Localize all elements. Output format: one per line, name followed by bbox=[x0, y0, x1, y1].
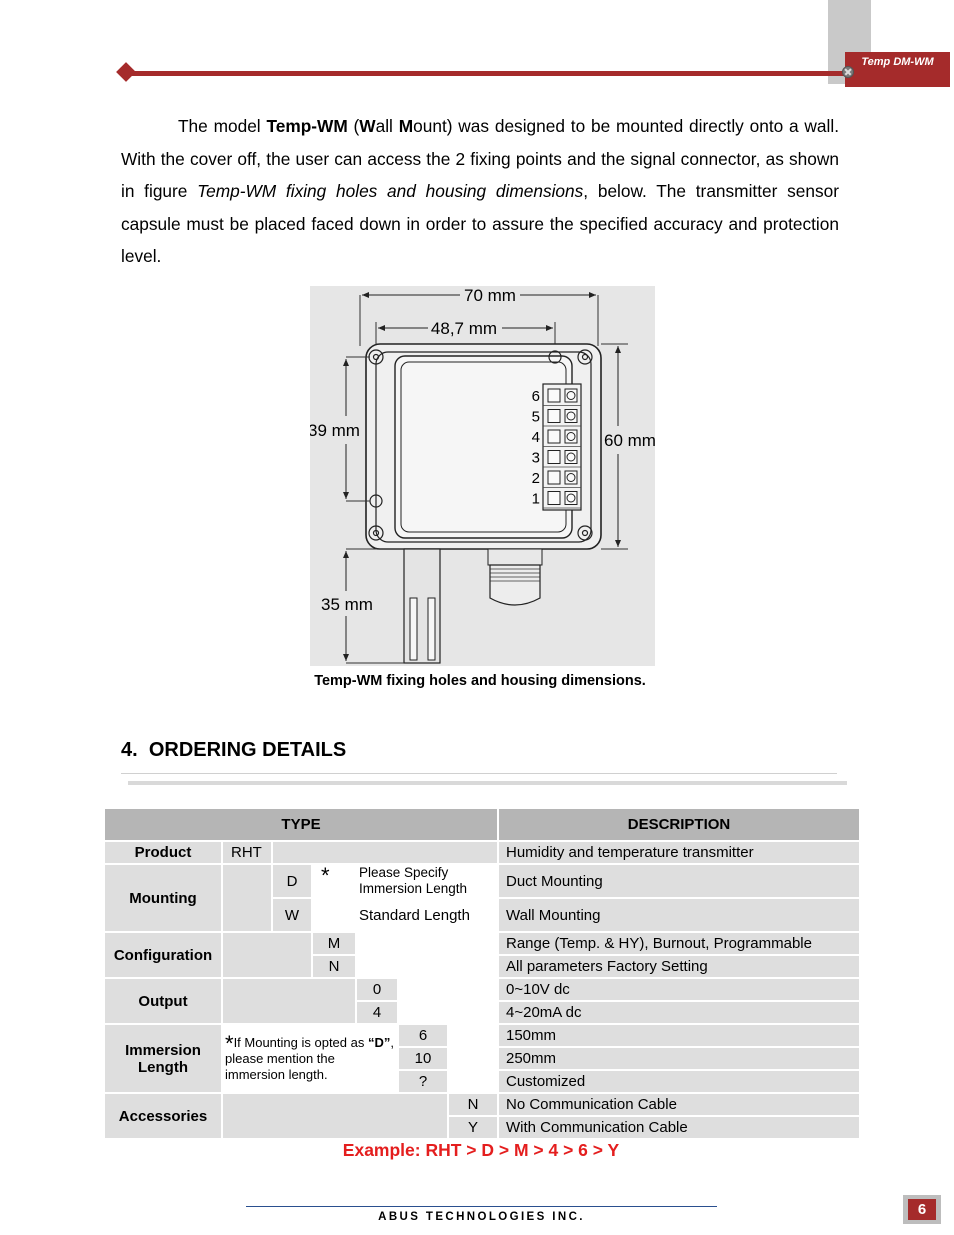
dim-width-label: 70 mm bbox=[464, 286, 516, 305]
header-badge: Temp DM-WM bbox=[845, 52, 950, 87]
code-cell: 6 bbox=[398, 1024, 448, 1047]
row-label-accessories: Accessories bbox=[104, 1093, 222, 1139]
section-rule-shadow bbox=[128, 781, 847, 785]
empty-cell bbox=[312, 898, 356, 932]
note-text: , please mention the immersion length. bbox=[225, 1034, 394, 1082]
desc-cell: Customized bbox=[498, 1070, 860, 1093]
section-heading bbox=[121, 739, 346, 762]
empty-cell bbox=[222, 932, 312, 978]
row-label-configuration: Configuration bbox=[104, 932, 222, 978]
table-row bbox=[104, 841, 860, 864]
code-cell: N bbox=[312, 955, 356, 978]
code-cell: Y bbox=[448, 1116, 498, 1139]
terminal-slot bbox=[548, 471, 560, 484]
empty-cell bbox=[448, 1024, 498, 1093]
immersion-note bbox=[222, 1024, 398, 1093]
intro-text: all bbox=[375, 116, 399, 136]
terminal-slot bbox=[548, 389, 560, 402]
code-cell: D bbox=[272, 864, 312, 898]
ordering-example: Example: RHT > D > M > 4 > 6 > Y bbox=[342, 1140, 620, 1160]
terminal-slot bbox=[548, 451, 560, 464]
desc-cell: No Communication Cable bbox=[498, 1093, 860, 1116]
table-row bbox=[104, 978, 860, 1001]
desc-cell: With Communication Cable bbox=[498, 1116, 860, 1139]
table-row bbox=[104, 1024, 860, 1047]
note-cell: Standard Length bbox=[356, 898, 498, 932]
row-label-mounting: Mounting bbox=[104, 864, 222, 932]
empty-cell bbox=[356, 932, 498, 978]
code-cell: ? bbox=[398, 1070, 448, 1093]
intro-paragraph bbox=[121, 110, 839, 273]
dim-hole-spacing-label: 48,7 mm bbox=[430, 319, 498, 338]
code-cell: 0 bbox=[356, 978, 398, 1001]
terminal-slot bbox=[548, 410, 560, 423]
empty-cell bbox=[222, 978, 356, 1024]
page-number: 6 bbox=[908, 1199, 936, 1220]
asterisk-mark: * bbox=[312, 864, 356, 898]
intro-text: The model bbox=[178, 116, 267, 136]
table-row bbox=[104, 932, 860, 955]
header-description: DESCRIPTION bbox=[498, 808, 860, 841]
code-cell: W bbox=[272, 898, 312, 932]
section-rule bbox=[121, 773, 837, 774]
empty-cell bbox=[272, 841, 498, 864]
table-row bbox=[104, 864, 860, 898]
terminal-slot bbox=[548, 430, 560, 443]
dim-height-label: 60 mm bbox=[604, 431, 655, 450]
row-label-product: Product bbox=[104, 841, 222, 864]
desc-cell: 150mm bbox=[498, 1024, 860, 1047]
header-diamond-icon bbox=[116, 62, 136, 82]
table-header-row bbox=[104, 808, 860, 841]
intro-text: ( bbox=[347, 116, 360, 136]
terminal-number: 4 bbox=[531, 429, 540, 446]
footer-rule bbox=[246, 1206, 717, 1207]
terminal-slot bbox=[548, 492, 560, 505]
dim-probe-label: 35 mm bbox=[321, 595, 373, 614]
desc-cell: Range (Temp. & HY), Burnout, Programmable bbox=[498, 932, 860, 955]
footer-company: ABUS TECHNOLOGIES INC. bbox=[378, 1211, 585, 1223]
emphasis-letter: M bbox=[398, 116, 414, 136]
dim-hole-height-label: 39 mm bbox=[310, 421, 360, 440]
code-cell: M bbox=[312, 932, 356, 955]
close-circle-icon bbox=[842, 66, 854, 78]
intro-text: ount) was designed to be mounted directly onto a wall. With the cover off, the user can access the 2 fixing points and the signal connector, as shown in figure bbox=[121, 116, 840, 201]
figure-caption: Temp-WM fixing holes and housing dimensions. bbox=[314, 673, 646, 689]
housing-dimensions-figure bbox=[310, 286, 655, 666]
desc-cell: 250mm bbox=[498, 1047, 860, 1070]
row-label-output: Output bbox=[104, 978, 222, 1024]
terminal-number: 2 bbox=[531, 470, 540, 487]
code-cell: 10 bbox=[398, 1047, 448, 1070]
empty-cell bbox=[222, 1093, 448, 1139]
figure-reference: Temp-WM fixing holes and housing dimensions bbox=[197, 181, 584, 201]
model-name: Temp-WM bbox=[266, 116, 348, 136]
code-cell: 4 bbox=[356, 1001, 398, 1024]
note-cell: Please Specify Immersion Length bbox=[356, 864, 498, 898]
housing-drawing bbox=[310, 286, 655, 666]
code-cell: N bbox=[448, 1093, 498, 1116]
section-title: ORDERING DETAILS bbox=[148, 739, 347, 761]
terminal-number: 3 bbox=[531, 449, 540, 467]
desc-cell: Duct Mounting bbox=[498, 864, 860, 898]
intro-text: , below. The transmitter sensor capsule must be placed faced down in order to assure the specified accuracy and protection level. bbox=[121, 181, 839, 266]
note-emphasis: “D” bbox=[367, 1034, 391, 1050]
header-type: TYPE bbox=[104, 808, 498, 841]
desc-cell: Wall Mounting bbox=[498, 898, 860, 932]
row-label-immersion: Immersion Length bbox=[104, 1024, 222, 1093]
empty-cell bbox=[398, 978, 498, 1024]
note-text: If Mounting is opted as bbox=[233, 1034, 368, 1050]
asterisk-mark: * bbox=[225, 1030, 234, 1056]
desc-cell: 4~20mA dc bbox=[498, 1001, 860, 1024]
terminal-number: 1 bbox=[531, 490, 540, 508]
desc-cell: All parameters Factory Setting bbox=[498, 955, 860, 978]
table-row bbox=[104, 1093, 860, 1116]
emphasis-letter: W bbox=[359, 116, 376, 136]
terminal-number: 6 bbox=[531, 388, 540, 405]
ordering-table bbox=[103, 807, 861, 1140]
section-number: 4. bbox=[121, 739, 138, 761]
code-cell: RHT bbox=[222, 841, 272, 864]
header-rule bbox=[128, 71, 844, 76]
terminal-number: 5 bbox=[531, 408, 540, 426]
desc-cell: Humidity and temperature transmitter bbox=[498, 841, 860, 864]
desc-cell: 0~10V dc bbox=[498, 978, 860, 1001]
empty-cell bbox=[222, 864, 272, 932]
